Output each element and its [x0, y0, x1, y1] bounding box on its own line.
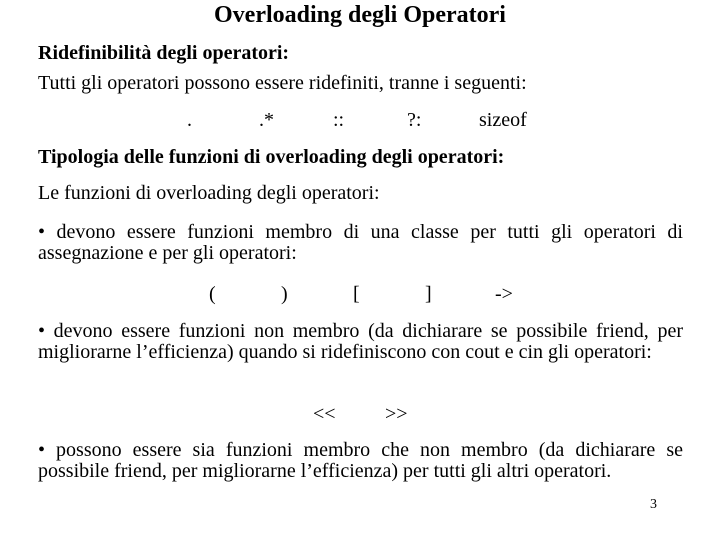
- operator-arrow: ->: [495, 283, 513, 305]
- operator-ternary: ?:: [407, 109, 422, 131]
- operator-bracket-close: ]: [425, 283, 432, 305]
- bullet-either-functions: • possono essere sia funzioni membro che non membro (da dichiarare se possibile friend, per migliorarne l’efficienza) per tutti gli altri operatori.: [38, 439, 683, 482]
- section-text-redefinability: Tutti gli operatori possono essere ridefiniti, tranne i seguenti:: [38, 72, 527, 94]
- operator-sizeof: sizeof: [479, 109, 527, 131]
- page-number: 3: [650, 497, 657, 512]
- operator-shift-right: >>: [385, 403, 408, 425]
- section-heading-typology: Tipologia delle funzioni di overloading degli operatori:: [38, 146, 505, 168]
- operator-shift-left: <<: [313, 403, 336, 425]
- operator-dot: .: [187, 109, 192, 131]
- bullet-non-member-functions: • devono essere funzioni non membro (da dichiarare se possibile friend, per migliorarne l’efficienza) quando si ridefiniscono con cout e cin gli operatori:: [38, 320, 683, 363]
- operator-dot-star: .*: [259, 109, 274, 131]
- section-intro-typology: Le funzioni di overloading degli operatori:: [38, 182, 380, 204]
- operator-scope: ::: [333, 109, 345, 131]
- operator-paren-close: ): [281, 283, 288, 305]
- section-heading-redefinability: Ridefinibilità degli operatori:: [38, 42, 290, 64]
- operator-paren-open: (: [209, 283, 216, 305]
- operator-bracket-open: [: [353, 283, 360, 305]
- slide-title: Overloading degli Operatori: [214, 2, 506, 28]
- bullet-member-functions: • devono essere funzioni membro di una classe per tutti gli operatori di assegnazione e per gli operatori:: [38, 221, 683, 264]
